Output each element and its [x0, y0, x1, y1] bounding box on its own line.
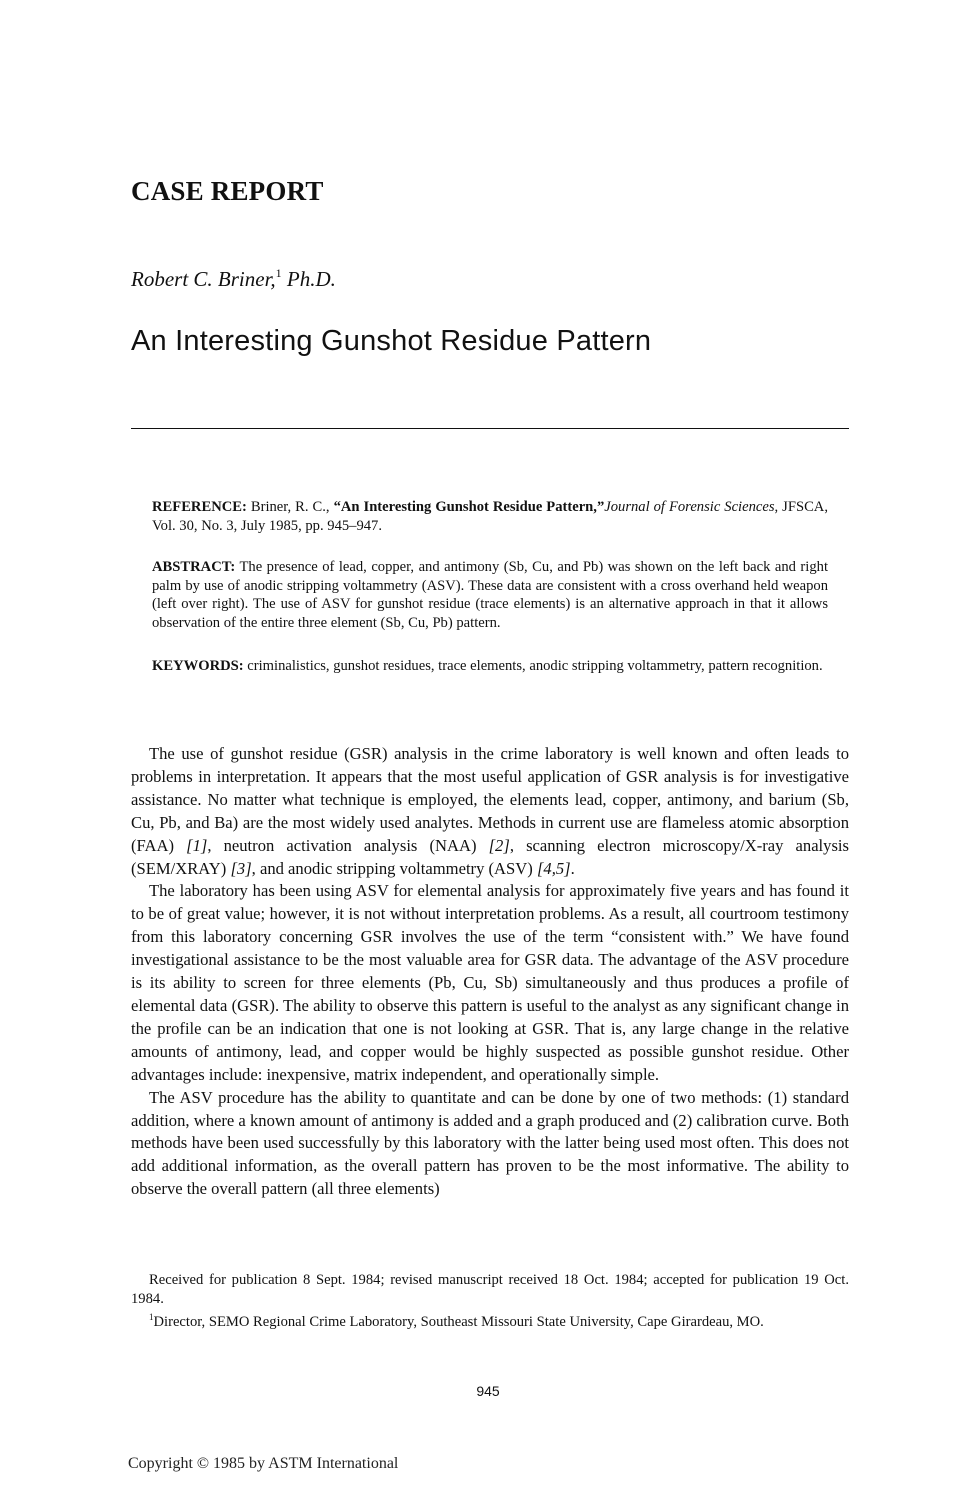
- body-paragraph-1: [131, 743, 849, 880]
- affiliation-text: Director, SEMO Regional Crime Laboratory, Southeast Missouri State University, Cape Girardeau, MO.: [153, 1314, 764, 1330]
- reference-block: [152, 498, 828, 535]
- affiliation-footnote-mark: 1: [149, 1312, 154, 1322]
- citation-link[interactable]: [2]: [488, 835, 510, 855]
- reference-authors: Briner, R. C.,: [246, 499, 334, 515]
- article-body: [131, 743, 849, 1201]
- body-text-run: , neutron activation analysis (NAA): [207, 835, 489, 855]
- reference-details: , JFSCA, Vol. 30, No. 3, July 1985, pp. 945–947.: [152, 499, 828, 534]
- abstract-text: The presence of lead, copper, and antimony (Sb, Cu, and Pb) was shown on the left back and right palm by use of anodic stripping voltammetry (ASV). These data are consistent with a cross overhand held weapon (left over right). The use of ASV for gunshot residue (trace elements) is an alternative approach in that it allows observation of the entire three element (Sb, Cu, Pb) pattern.: [152, 559, 828, 631]
- body-text-run: The use of gunshot residue (GSR) analysis in the crime laboratory is well known and often leads to problems in interpretation. It appears that the most useful application of GSR analysis is for investigative assistance. No matter what technique is employed, the elements lead, copper, antimony, and barium (Sb, Cu, Pb, and Ba) are the most widely used analytes. Methods in current use are flameless atomic absorption (FAA): [131, 744, 849, 855]
- affiliation-note: [131, 1308, 849, 1332]
- body-paragraph-2: The laboratory has been using ASV for elemental analysis for approximately five years and has found it to be of great value; however, it is not without interpretation problems. As a result, all courtroom testimony from this laboratory concerning GSR involves the use of the term “consistent with.” We have found investigational assistance to be the most valuable area for GSR data. The advantage of the ASV procedure is its ability to screen for three elements (Pb, Cu, Sb) simultaneously and thus produces a profile of elemental data (GSR). The ability to observe this pattern is useful to the analyst as any significant change in the profile can be an indication that one is not looking at GSR. That is, any large change in the relative amounts of antimony, lead, and copper would be highly suspected as possible gunshot residue. Other advantages include: inexpensive, matrix independent, and operationally simple.: [131, 881, 849, 1084]
- keywords-text: criminalistics, gunshot residues, trace elements, anodic stripping voltammetry, pattern recognition.: [243, 658, 823, 674]
- abstract-label: ABSTRACT:: [152, 559, 236, 575]
- author-line: [131, 266, 336, 292]
- author-degree: Ph.D.: [286, 267, 336, 291]
- title-divider: [131, 428, 849, 429]
- abstract-block: [152, 558, 828, 632]
- page-number: 945: [476, 1383, 500, 1399]
- body-text-run: .: [570, 858, 575, 878]
- body-text-run: , scanning electron microscopy/X-ray analysis (SEM/XRAY): [131, 835, 849, 878]
- copyright-notice: Copyright © 1985 by ASTM International: [128, 1455, 399, 1472]
- reference-journal: Journal of Forensic Sciences: [604, 499, 775, 515]
- author-footnote-mark: 1: [275, 266, 282, 280]
- keywords-label: KEYWORDS:: [152, 658, 244, 674]
- citation-link[interactable]: [1]: [186, 835, 208, 855]
- keywords-block: [152, 657, 828, 676]
- citation-link[interactable]: [4,5]: [536, 858, 571, 878]
- author-name: Robert C. Briner,: [131, 267, 276, 291]
- received-note: Received for publication 8 Sept. 1984; revised manuscript received 18 Oct. 1984; accepted for publication 19 Oct. 1984.: [131, 1272, 849, 1307]
- reference-label: REFERENCE:: [152, 499, 247, 515]
- footnotes: [131, 1271, 849, 1332]
- citation-link[interactable]: [3]: [230, 858, 252, 878]
- section-label: CASE REPORT: [131, 176, 324, 206]
- body-text-run: , and anodic stripping voltammetry (ASV): [251, 858, 537, 878]
- article-title: An Interesting Gunshot Residue Pattern: [131, 325, 652, 357]
- body-paragraph-3: The ASV procedure has the ability to quantitate and can be done by one of two methods: (1) standard addition, where a known amount of antimony is added and a graph produced and (2) calibration curve. Both methods have been used successfully by this laboratory with the latter being used most often. This does not add additional information, as the overall pattern has proven to be the most informative. The ability to observe the overall pattern (all three elements): [131, 1087, 849, 1199]
- reference-article-title: “An Interesting Gunshot Residue Pattern,”: [333, 499, 605, 515]
